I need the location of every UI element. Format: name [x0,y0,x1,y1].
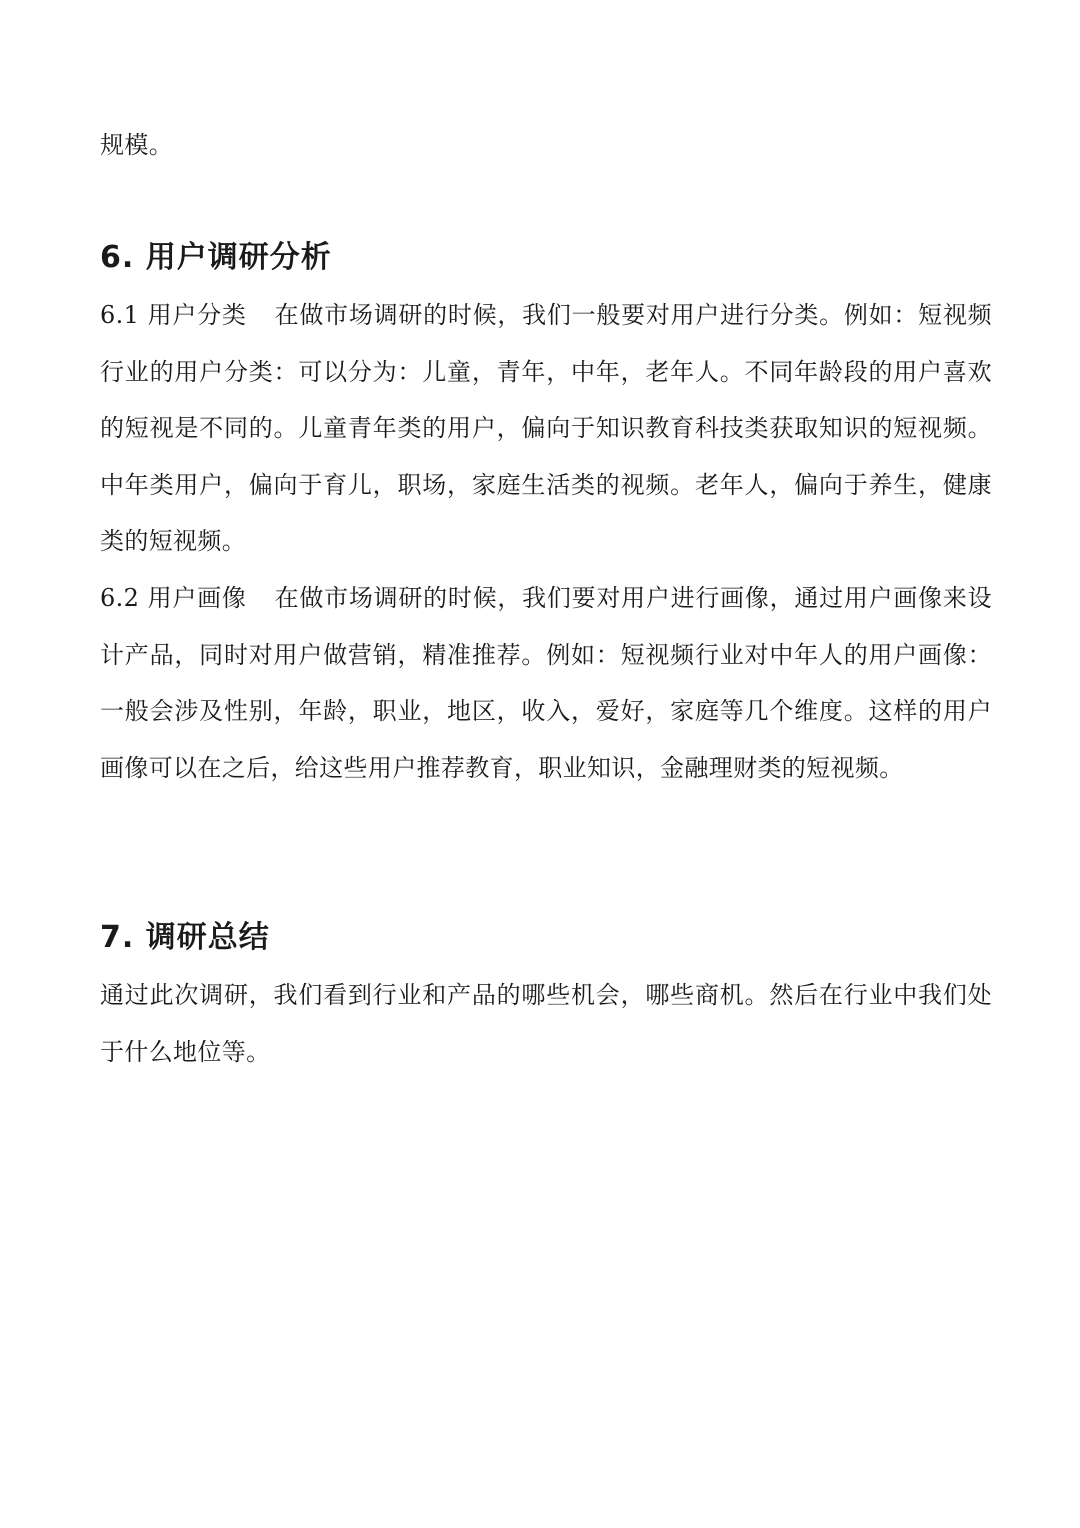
user-classification-text: 在做市场调研的时候，我们一般要对用户进行分类。例如：短视频行业的用户分类：可以分为：儿童，青年，中年，老年人。不同年龄段的用户喜欢的短视是不同的。儿童青年类的用户，偏向于知识教育科技类获取知识的短视频。中年类用户，偏向于育儿，职场，家庭生活类的视频。老年人，偏向于养生，健康类的短视频。 [100,301,992,556]
user-persona-label: 6.2 用户画像 [100,583,247,612]
section-7-heading: 7. 调研总结 [100,920,270,955]
user-classification-label: 6.1 用户分类 [100,301,247,329]
research-summary-paragraph: 通过此次调研，我们看到行业和产品的哪些机会，哪些商机。然后在行业中我们处于什么地位等。 [100,981,992,1066]
section-6-body [100,287,992,796]
section-6-heading: 6. 用户调研分析 [100,240,332,275]
intro-paragraph: 规模。 [100,131,174,159]
section-7-body [100,967,992,1080]
user-persona-paragraph [100,570,992,796]
user-persona-text: 在做市场调研的时候，我们要对用户进行画像，通过用户画像来设计产品，同时对用户做营销，精准推荐。例如：短视频行业对中年人的用户画像：一般会涉及性别，年龄，职业，地区，收入，爱好，家庭等几个维度。这样的用户画像可以在之后，给这些用户推荐教育，职业知识，金融理财类的短视频。 [100,583,992,782]
user-classification-paragraph [100,287,992,570]
